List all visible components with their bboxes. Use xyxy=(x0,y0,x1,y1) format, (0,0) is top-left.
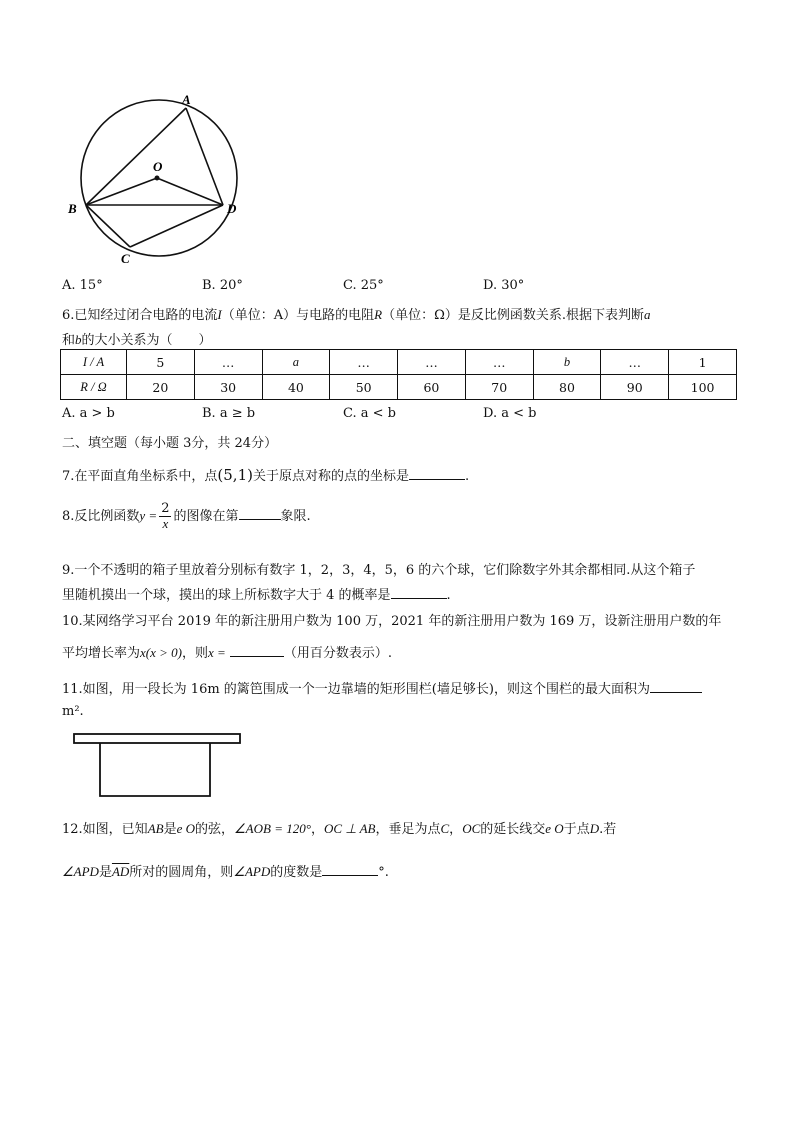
table-cell: 60 xyxy=(398,375,466,400)
radius-ob xyxy=(86,178,157,205)
label-o: O xyxy=(153,159,163,174)
chord-cd xyxy=(130,205,223,247)
q6-line1: 6.已知经过闭合电路的电流I（单位：A）与电路的电阻R（单位：Ω）是反比例函数关系.根据下表判断a xyxy=(62,307,651,323)
answer-blank[interactable] xyxy=(230,644,284,657)
q12-line2: ∠APD是$\overline{AD}$所对的圆周角，则∠APD的度数是 °. xyxy=(62,864,389,880)
chord-ad xyxy=(186,108,223,205)
table-cell: 40 xyxy=(262,375,330,400)
label-d: D xyxy=(227,201,237,216)
table-cell: … xyxy=(465,350,533,375)
fence-rectangle xyxy=(100,743,210,796)
answer-blank[interactable] xyxy=(322,863,378,876)
table-cell: 100 xyxy=(669,375,737,400)
q12-line1: 12.如图，已知AB是e O的弦，∠AOB = 120°，OC ⊥ AB，垂足为点C，OC的延长线交e O于点D.若 xyxy=(62,821,617,837)
q5-option-d: D. 30° xyxy=(483,278,525,293)
table-cell: 50 xyxy=(330,375,398,400)
label-b: B xyxy=(68,201,77,216)
circle-figure xyxy=(62,92,252,267)
chord-bc xyxy=(86,205,130,247)
answer-blank[interactable] xyxy=(409,467,465,480)
answer-blank[interactable] xyxy=(239,507,281,520)
chord-ba xyxy=(86,108,186,205)
q11-line2: m². xyxy=(62,704,84,719)
q6-option-c: C. a < b xyxy=(343,406,396,421)
q6-option-d: D. a < b xyxy=(483,406,537,421)
table-cell: 70 xyxy=(465,375,533,400)
wall xyxy=(74,734,240,743)
answer-blank[interactable] xyxy=(391,586,447,599)
table-row xyxy=(61,375,737,400)
table-cell: 5 xyxy=(127,350,195,375)
table-cell: … xyxy=(601,350,669,375)
answer-blank[interactable] xyxy=(650,680,702,693)
q6-option-a: A. a > b xyxy=(62,406,115,421)
label-c: C xyxy=(121,251,130,266)
q9-line1: 9.一个不透明的箱子里放着分别标有数字 1，2，3，4，5，6 的六个球，它们除数字外其余都相同.从这个箱子 xyxy=(62,563,696,578)
q5-option-c: C. 25° xyxy=(343,278,384,293)
label-a: A xyxy=(182,92,191,107)
table-cell: 20 xyxy=(127,375,195,400)
q10-line1: 10.某网络学习平台 2019 年的新注册用户数为 100 万，2021 年的新注册用户数为 169 万，设新注册用户数的年 xyxy=(62,614,722,629)
q6-line2: 和b的大小关系为（ ） xyxy=(62,332,212,348)
table-cell: 30 xyxy=(194,375,262,400)
q7-text: 7.在平面直角坐标系中，点(5,1)关于原点对称的点的坐标是 . xyxy=(62,466,470,484)
table-cell: … xyxy=(194,350,262,375)
fence-figure xyxy=(72,730,244,802)
q5-option-b: B. 20° xyxy=(202,278,243,293)
table-cell: … xyxy=(398,350,466,375)
table-cell: … xyxy=(330,350,398,375)
table-cell: 80 xyxy=(533,375,601,400)
q10-line2: 平均增长率为x(x > 0)，则x = （用百分数表示）. xyxy=(62,645,392,661)
section-heading: 二、填空题（每小题 3分，共 24分） xyxy=(62,436,278,451)
q9-line2: 里随机摸出一个球，摸出的球上所标数字大于 4 的概率是 . xyxy=(62,588,451,603)
fraction: $\frac{2}{x}$ xyxy=(161,501,170,531)
radius-od xyxy=(157,178,223,205)
table-cell: 1 xyxy=(669,350,737,375)
q11-line1: 11.如图，用一段长为 16m 的篱笆围成一个一边靠墙的矩形围栏(墙足够长)，则这个围栏的最大面积为 xyxy=(62,678,702,697)
table-header-cell: I / A xyxy=(61,350,127,375)
table-cell: 90 xyxy=(601,375,669,400)
table-cell: a xyxy=(262,350,330,375)
table-header-cell: R / Ω xyxy=(61,375,127,400)
table-cell: b xyxy=(533,350,601,375)
q6-option-b: B. a ≥ b xyxy=(202,406,256,421)
table-row xyxy=(61,350,737,375)
center-dot xyxy=(155,176,160,181)
q5-option-a: A. 15° xyxy=(62,278,103,293)
resistance-current-table xyxy=(60,349,737,400)
q8-text: 8.反比例函数y = $\frac{2}{x}$ 的图像在第 象限. xyxy=(62,501,311,531)
